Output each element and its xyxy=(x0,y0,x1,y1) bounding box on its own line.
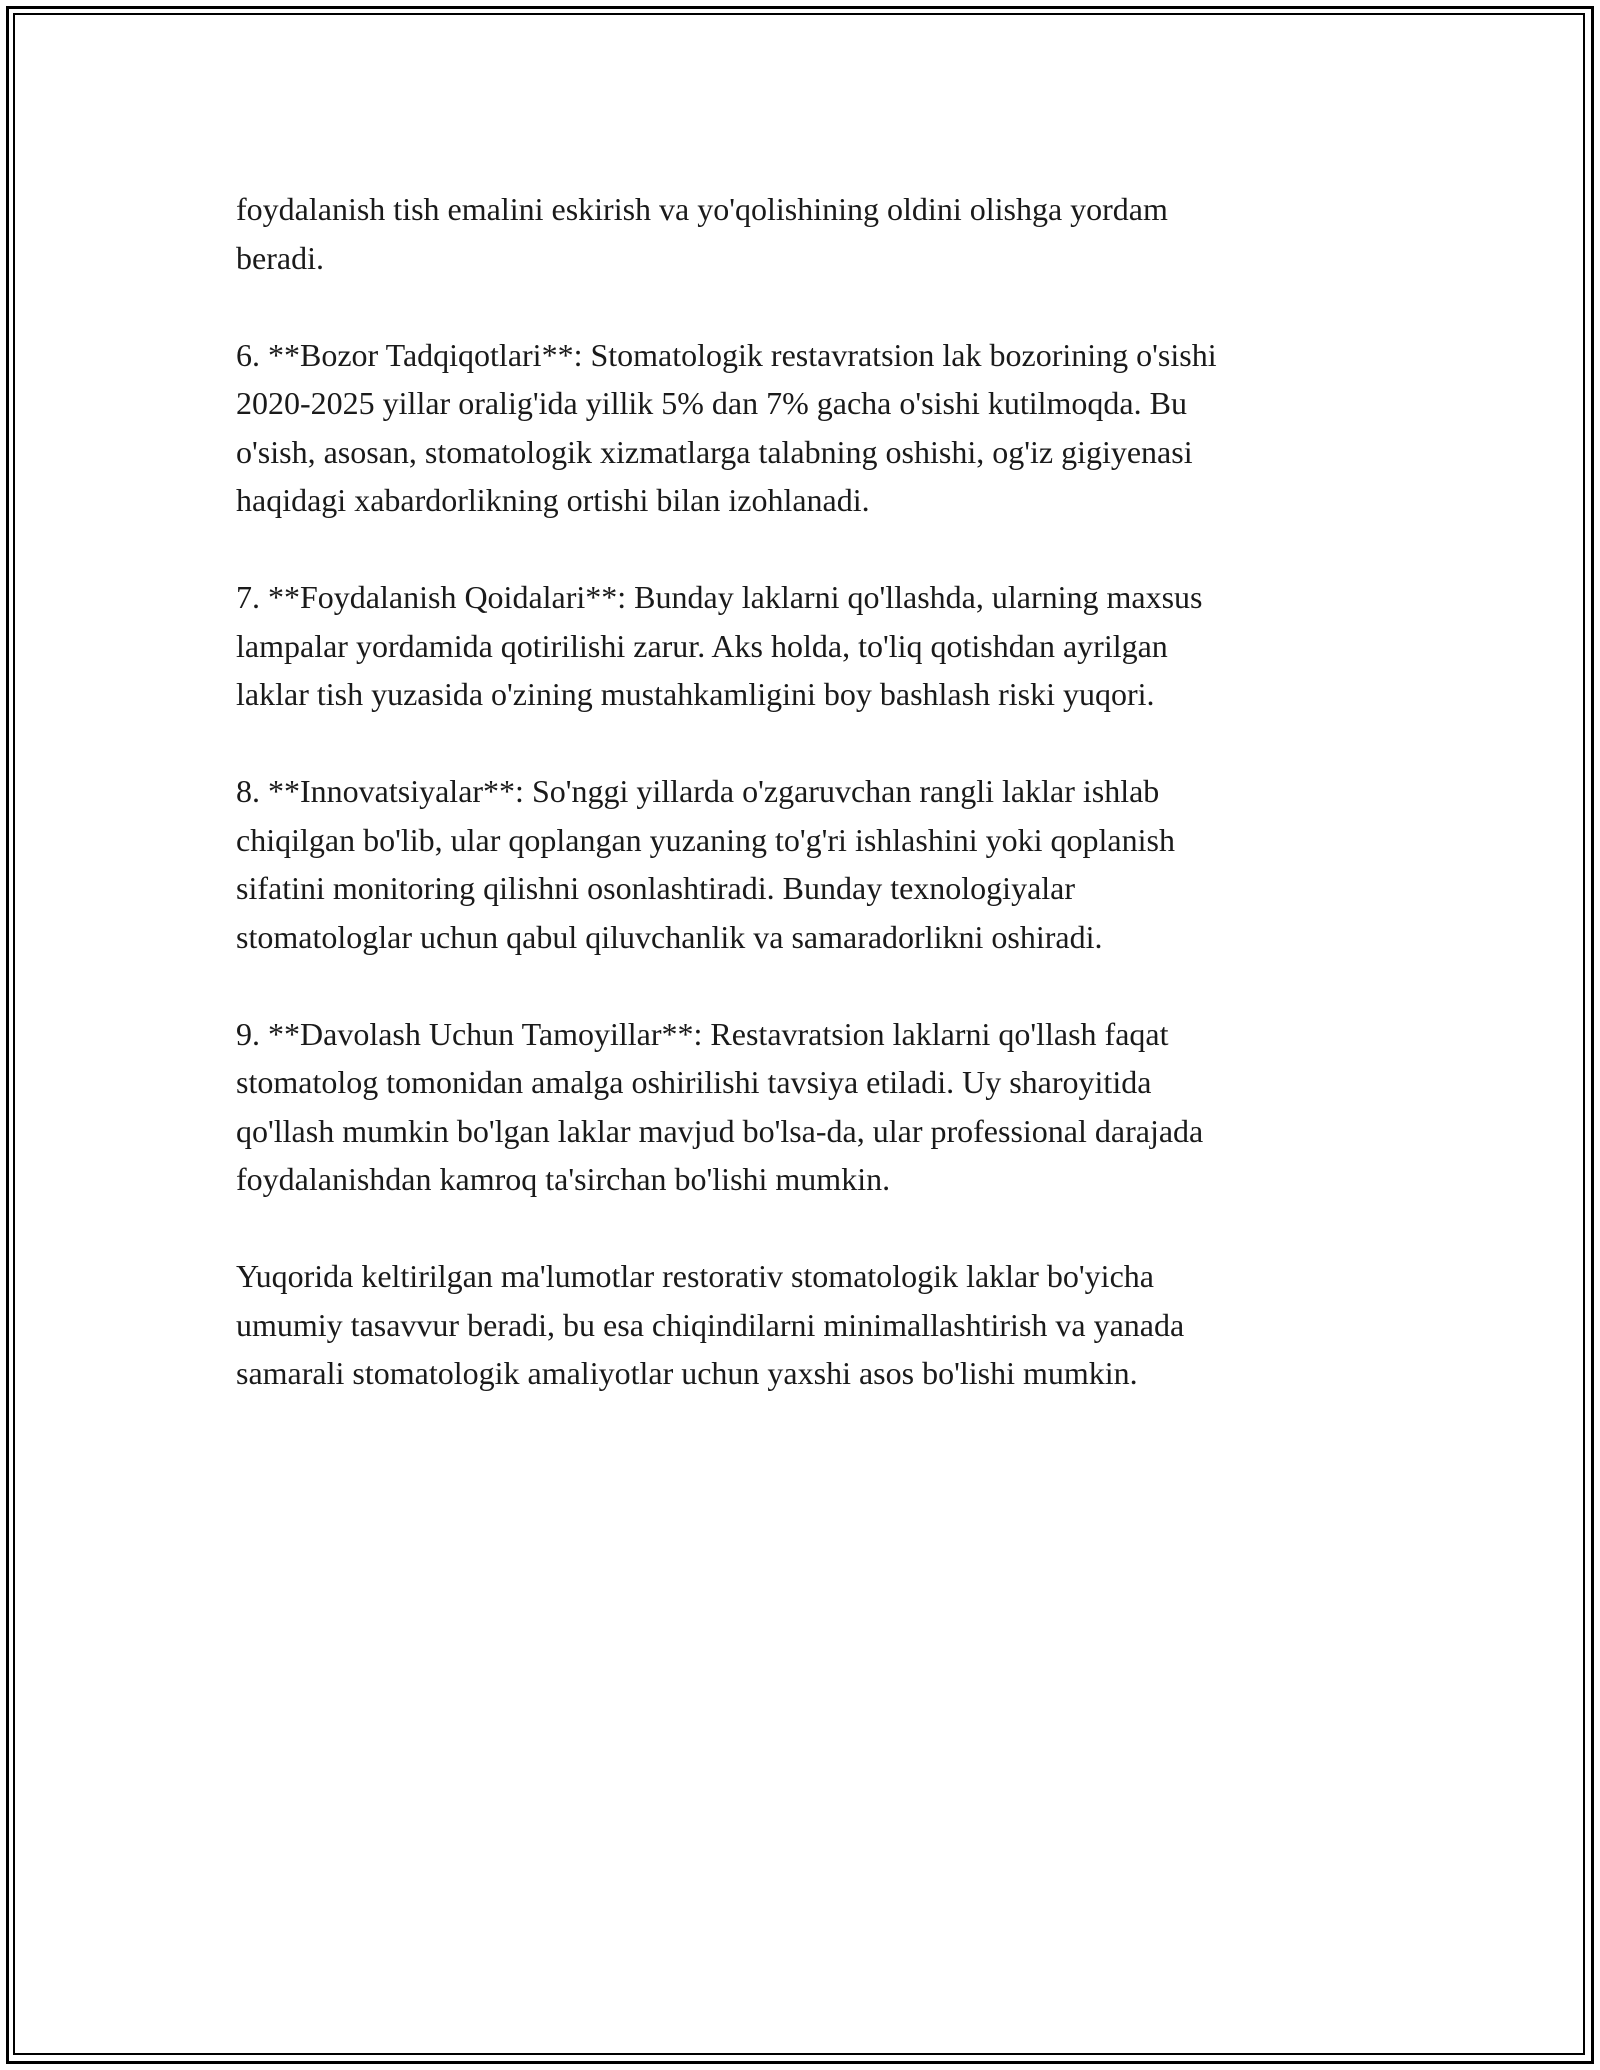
paragraph-item-7-foydalanish-qoidalari: 7. **Foydalanish Qoidalari**: Bunday laklarni qo'llashda, ularning maxsus lampalar yordamida qotirilishi zarur. Aks holda, to'liq qotishdan ayrilgan laklar tish yuzasida o'zining mustahkamligini boy bashlash riski yuqori. xyxy=(236,579,1203,712)
document-body xyxy=(236,185,1376,1446)
paragraph-continuation: foydalanish tish emalini eskirish va yo'qolishining oldini olishga yordam beradi. xyxy=(236,191,1168,276)
paragraph-item-6-bozor-tadqiqotlari: 6. **Bozor Tadqiqotlari**: Stomatologik restavratsion lak bozorining o'sishi 2020-2025 yillar oralig'ida yillik 5% dan 7% gacha o'sishi kutilmoqda. Bu o'sish, asosan, stomatologik xizmatlarga talabning oshishi, og'iz gigiyenasi haqidagi xabardorlikning ortishi bilan izohlanadi. xyxy=(236,336,1217,518)
paragraph-conclusion: Yuqorida keltirilgan ma'lumotlar restorativ stomatologik laklar bo'yicha umumiy tasavvur beradi, bu esa chiqindilarni minimallashtirish va yanada samarali stomatologik amaliyotlar uchun yaxshi asos bo'lishi mumkin. xyxy=(236,1258,1185,1391)
paragraph-item-9-davolash-uchun-tamoyillar: 9. **Davolash Uchun Tamoyillar**: Restavratsion laklarni qo'llash faqat stomatolog tomonidan amalga oshirilishi tavsiya etiladi. Uy sharoyitida qo'llash mumkin bo'lgan laklar mavjud bo'lsa-da, ular professional darajada foydalanishdan kamroq ta'sirchan bo'lishi mumkin. xyxy=(236,1015,1204,1197)
paragraph-item-8-innovatsiyalar: 8. **Innovatsiyalar**: So'nggi yillarda o'zgaruvchan rangli laklar ishlab chiqilgan bo'lib, ular qoplangan yuzaning to'g'ri ishlashini yoki qoplanish sifatini monitoring qilishni osonlashtiradi. Bunday texnologiyalar stomatologlar uchun qabul qiluvchanlik va samaradorlikni oshiradi. xyxy=(236,773,1175,955)
